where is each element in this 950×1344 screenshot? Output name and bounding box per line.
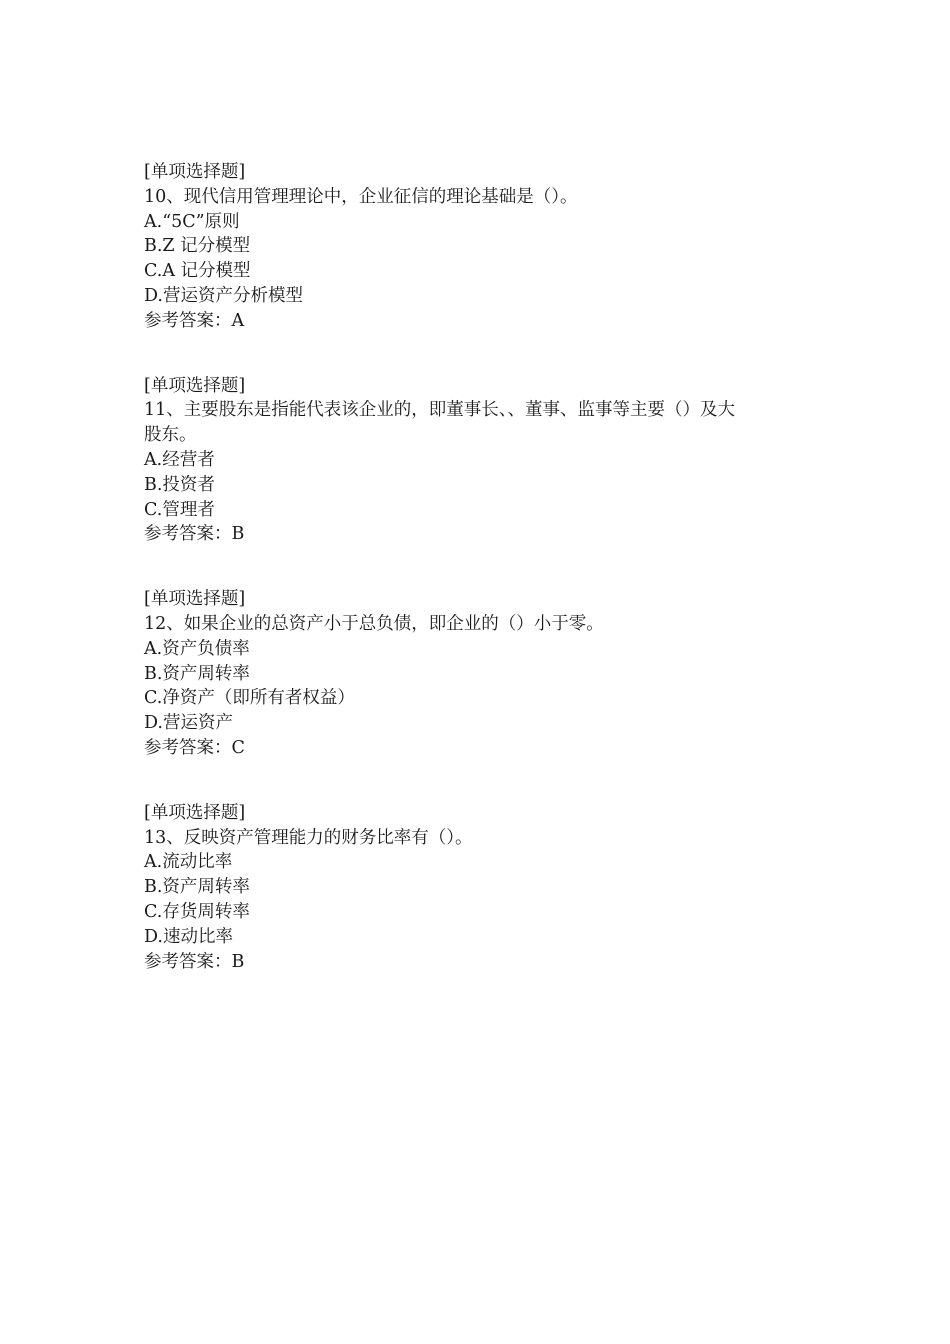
reference-answer: 参考答案：A bbox=[144, 310, 245, 331]
question-stem-line-2: 股东。 bbox=[144, 425, 197, 446]
question-10 bbox=[144, 160, 804, 334]
option-d: D.速动比率 bbox=[144, 926, 233, 947]
option-a: A.流动比率 bbox=[144, 852, 233, 873]
reference-answer: 参考答案：B bbox=[144, 524, 245, 545]
option-d: D.营运资产 bbox=[144, 713, 233, 734]
option-b: B.Z 记分模型 bbox=[144, 236, 251, 257]
question-type: [单项选择题] bbox=[144, 802, 246, 823]
option-a: A.资产负债率 bbox=[144, 638, 250, 659]
option-c: C.管理者 bbox=[144, 499, 215, 520]
option-a: A.“5C”原则 bbox=[144, 211, 240, 232]
question-type: [单项选择题] bbox=[144, 162, 246, 182]
option-c: C.A 记分模型 bbox=[144, 261, 251, 282]
question-type: [单项选择题] bbox=[144, 589, 246, 610]
option-a: A.经营者 bbox=[144, 449, 215, 470]
option-c: C.存货周转率 bbox=[144, 901, 250, 922]
document-page bbox=[144, 160, 804, 1014]
option-b: B.资产周转率 bbox=[144, 877, 250, 898]
question-13 bbox=[144, 801, 804, 975]
question-type: [单项选择题] bbox=[144, 375, 246, 396]
option-c: C.净资产（即所有者权益） bbox=[144, 688, 355, 709]
question-12 bbox=[144, 587, 804, 761]
reference-answer: 参考答案：C bbox=[144, 737, 245, 758]
option-d: D.营运资产分析模型 bbox=[144, 285, 303, 306]
option-b: B.投资者 bbox=[144, 474, 215, 495]
reference-answer: 参考答案：B bbox=[144, 951, 245, 972]
question-stem: 13、反映资产管理能力的财务比率有（）。 bbox=[144, 827, 473, 848]
option-b: B.资产周转率 bbox=[144, 663, 250, 684]
question-stem: 12、如果企业的总资产小于总负债，即企业的（）小于零。 bbox=[144, 613, 604, 634]
question-stem-line-1: 11、主要股东是指能代表该企业的，即董事长、、董事、监事等主要（）及大 bbox=[144, 400, 736, 421]
question-11 bbox=[144, 374, 804, 548]
question-stem: 10、现代信用管理理论中，企业征信的理论基础是（）。 bbox=[144, 186, 578, 207]
